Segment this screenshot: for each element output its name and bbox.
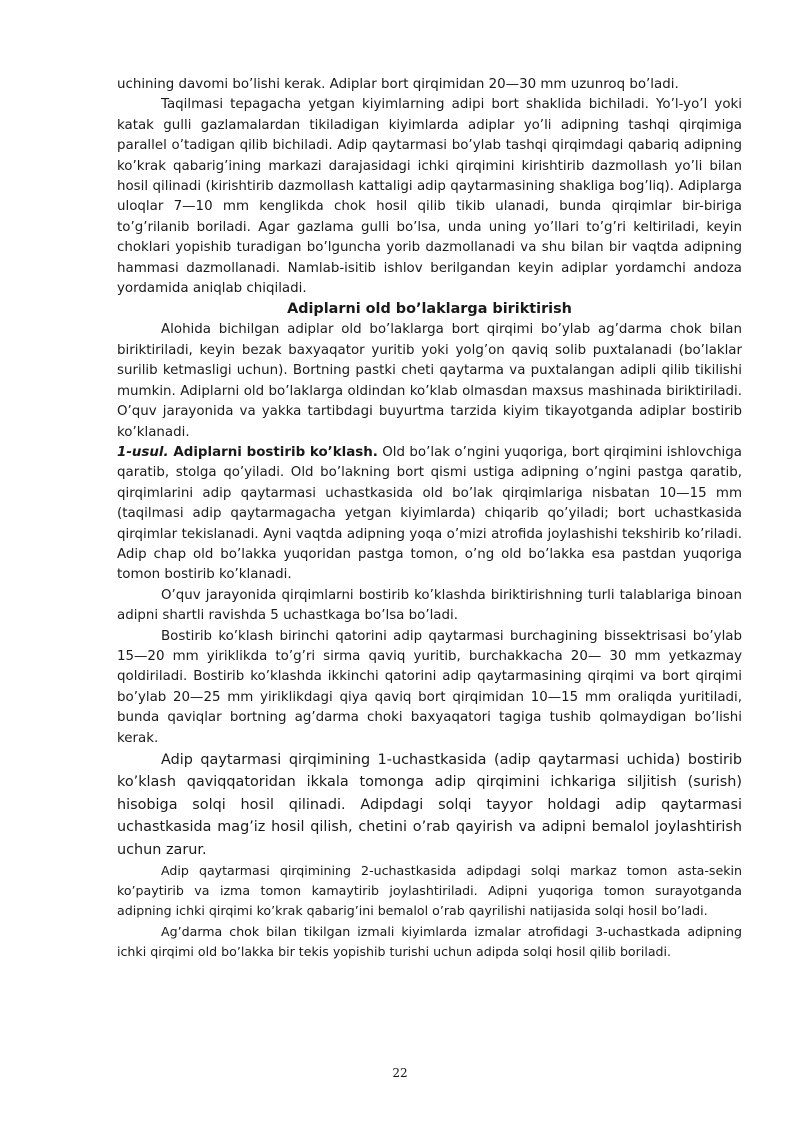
method-text: Old bo’lak o’ngini yuqoriga, bort qirqimini ishlovchiga qaratib, stolga qo’yiladi. Old bo’lakning bort qismi ustiga adipning o’ngini pastga qaratib, qirqimlarini adip qaytarmasi uchastkasida old bo’lak qirqimlariga nisbatan 10—15 mm (taqilmasi adip qaytarmagacha yetgan kiyimlarda) chiqarib qo’yiladi; bort uchastkasida qirqimlar tekislanadi. Ayni vaqtda adipning yoqa o’mizi atrofida joylashishi tekshirib ko’riladi. Adip chap old bo’lakka yuqoridan pastga tomon, o’ng old bo’lakka esa pastdan yuqoriga tomon bostirib ko’klanadi. <box>117 444 742 583</box>
document-page <box>117 75 742 962</box>
paragraph-section-1: Adip qaytarmasi qirqimining 1-uchastkasida (adip qaytarmasi uchida) bostirib ko’klash qaviqqatoridan ikkala tomonga adip qirqimini ichkariga siljitish (surish) hisobiga solqi hosil qilinadi. Adipdagi solqi tayyor holdagi adip qaytarmasi uchastkasida mag’iz hosil qilish, chetini o’rab qayirish va adipni bemalol joylashtirish uchun zarur. <box>117 752 742 858</box>
paragraph-adip-cutting: Taqilmasi tepagacha yetgan kiyimlarning adipi bort shaklida bichiladi. Yo’l-yo’l yoki katak gulli gazlamalardan tikiladigan kiyimlarda adiplar yo’li adipning tashqi qirqimiga parallel o’tadigan qilib bichiladi. Adip qaytarmasi bo’ylab tashqi qirqimdagi qabariq adipning ko’krak qabarig’ining markazi darajasidagi ichki qirqimini kirishtirib dazmollash yo’li bilan hosil qilinadi (kirishtirib dazmollash kattaligi adip qaytarmasining shakliga bog’liq). Adiplarga uloqlar 7—10 mm kenglikda chok hosil qilib tikib ulanadi, bunda qirqimlar bir-biriga to’g’rilanib boriladi. Agar gazlama gulli bo’lsa, unda uning yo’llari to’g’ri keltiriladi, keyin choklari yopishib turadigan bo’lguncha yorib dazmollanadi va shu bilan bir vaqtda adipning hammasi dazmollanadi. Namlab-isitib ishlov berilgandan keyin adiplar yordamchi andoza yordamida aniqlab chiqiladi. <box>117 97 742 297</box>
section-heading: Adiplarni old bo’laklarga biriktirish <box>287 301 572 318</box>
paragraph-intro: uchining davomi bo’lishi kerak. Adiplar bort qirqimidan 20—30 mm uzunroq bo’ladi. <box>117 77 679 92</box>
paragraph-section-2: Adip qaytarmasi qirqimining 2-uchastkasida adipdagi solqi markaz tomon asta-sekin ko’paytirib va izma tomon kamaytirib joylashtiriladi. Adipni yuqoriga tomon surayotganda adipning ichki qirqimi ko’krak qabarig’ini bemalol o’rab qayrilishi natijasida solqi hosil bo’ladi. <box>117 863 742 919</box>
page-number: 22 <box>392 1066 408 1080</box>
paragraph-method-1 <box>117 443 742 586</box>
method-title: Adiplarni bostirib ko’klash. <box>168 444 378 460</box>
paragraph-section-3: Ag’darma chok bilan tikilgan izmali kiyimlarda izmalar atrofidagi 3-uchastkada adipning ichki qirqimi old bo’lakka bir tekis yopishib turishi uchun adipda solqi hosil qilib boriladi. <box>117 923 742 959</box>
paragraph-basting-rows: Bostirib ko’klash birinchi qatorini adip qaytarmasi burchagining bissektrisasi bo’ylab 15—20 mm yiriklikda to’g’ri sirma qaviq yuritib, burchakkacha 20— 30 mm yetkazmay qoldiriladi. Bostirib ko’klashda ikkinchi qatorini adip qaytarmasining qirqimi va bort qirqimi bo’ylab 20—25 mm yiriklikdagi qiya qaviq bort qirqimidan 10—15 mm oraliqda yuritiladi, bunda qaviqlar bortning ag’darma choki baxyaqatori tagiga tushib qolmaydigan bo’lishi kerak. <box>117 628 742 746</box>
paragraph-five-sections: O’quv jarayonida qirqimlarni bostirib ko’klashda biriktirishning turli talablariga binoan adipni shartli ravishda 5 uchastkaga bo’lsa bo’ladi. <box>117 587 742 624</box>
method-label: 1-usul. <box>117 444 169 460</box>
paragraph-attaching: Alohida bichilgan adiplar old bo’laklarga bort qirqimi bo’ylab ag’darma chok bilan biriktiriladi, keyin bezak baxyaqator yuritib yoki yolg’on qaviq solib puxtalanadi (bo’laklar surilib ketmasligi uchun). Bortning pastki cheti qaytarma va puxtalangan adipli qilib tikilishi mumkin. Adiplarni old bo’laklarga oldindan ko’klab olmasdan maxsus mashinada biriktiriladi. O’quv jarayonida va yakka tartibdagi buyurtma tarzida kiyim tikayotganda adiplar bostirib ko’klanadi. <box>117 322 742 440</box>
